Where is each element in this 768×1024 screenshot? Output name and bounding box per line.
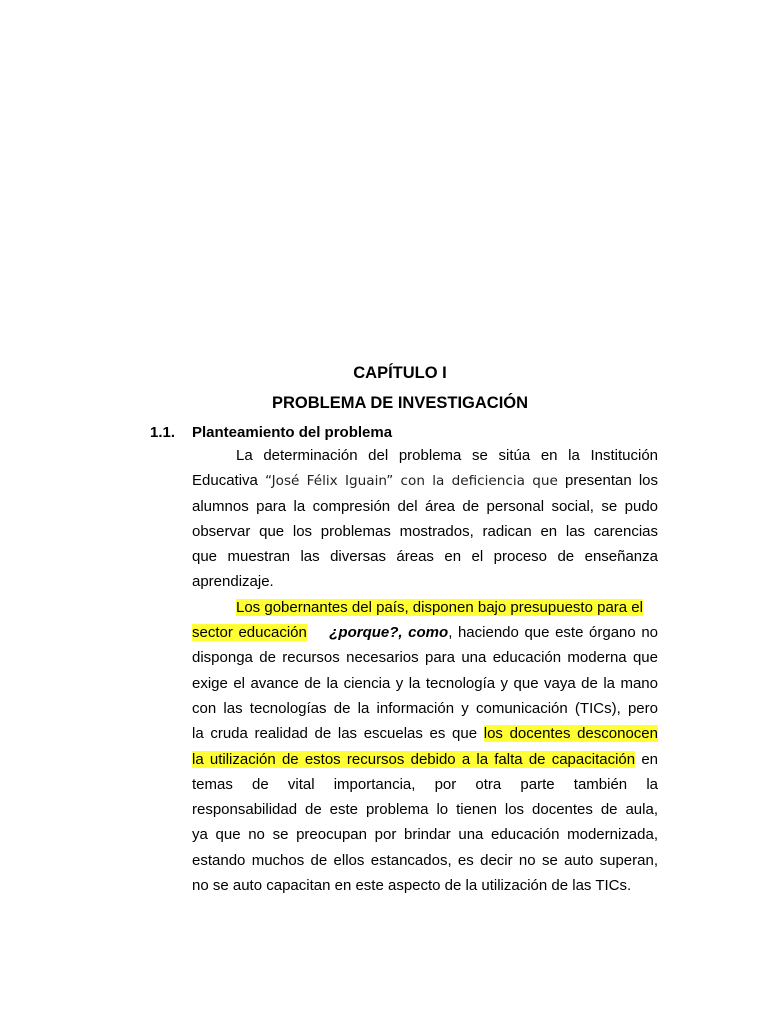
chapter-title: PROBLEMA DE INVESTIGACIÓN: [271, 394, 529, 412]
paragraph-2-line-6-start: la cruda realidad de las escuelas es que: [192, 725, 478, 743]
paragraph-2-line-5: con las tecnologías de la información y comunicación (TICs), pero: [192, 699, 658, 717]
paragraph-1-line-5: que muestran las diversas áreas en el proceso de enseñanza: [192, 548, 658, 566]
emphasis-text: ¿porque?, como: [329, 624, 449, 642]
paragraph-2-line-7: [192, 747, 658, 772]
paragraph-2-line-3: disponga de recursos necesarios para una educación moderna que: [192, 649, 658, 667]
highlighted-text: la utilización de estos recursos debido a la falta de capacitación: [192, 750, 636, 768]
paragraph-2-line-6: [192, 721, 658, 746]
paragraph-2-line-2: [192, 620, 658, 645]
highlighted-text: Los gobernantes del país, disponen bajo presupuesto para el: [236, 598, 643, 616]
paragraph-2-line-9: responsabilidad de este problema lo tienen los docentes de aula,: [192, 801, 658, 819]
section-title: Planteamiento del problema: [192, 424, 393, 441]
paragraph-1-line-1: La determinación del problema se sitúa en la Institución: [236, 447, 658, 464]
paragraph-1-line-2: [192, 468, 658, 493]
paragraph-2-line-4: exige el avance de la ciencia y la tecnología y que vaya de la mano: [192, 674, 658, 692]
paragraph-1-line-3: alumnos para la compresión del área de personal social, se pudo: [192, 497, 658, 515]
paragraph-2-line-12: no se auto capacitan en este aspecto de la utilización de las TICs.: [192, 877, 632, 895]
paragraph-2-line-8: temas de vital importancia, por otra parte también la: [192, 775, 658, 793]
paragraph-2-line-1: [192, 595, 658, 620]
body-text: [192, 443, 658, 898]
school-name-text: “José Félix Iguain” con la deficiencia que: [265, 473, 558, 490]
chapter-number: CAPÍTULO I: [353, 364, 447, 382]
paragraph-2-line-10: ya que no se preocupan por brindar una educación modernizada,: [192, 826, 658, 844]
paragraph-1-line-4: observar que los problemas mostrados, radican en las carencias: [192, 522, 658, 540]
section-heading: [150, 424, 392, 441]
paragraph-1-line-2-start: Educativa: [192, 472, 258, 490]
highlighted-text: sector educación: [192, 624, 307, 642]
paragraph-1-line-6: aprendizaje.: [192, 573, 274, 591]
highlighted-text: los docentes desconocen: [483, 725, 658, 743]
paragraph-1-line-2-end: presentan los: [564, 472, 658, 490]
paragraph-2-line-7-end: en: [641, 750, 658, 768]
paragraph-2-line-2-end: , haciendo que este órgano no: [448, 624, 659, 642]
section-number: 1.1.: [150, 424, 176, 441]
paragraph-2-line-11: estando muchos de ellos estancados, es decir no se auto superan,: [192, 851, 658, 869]
